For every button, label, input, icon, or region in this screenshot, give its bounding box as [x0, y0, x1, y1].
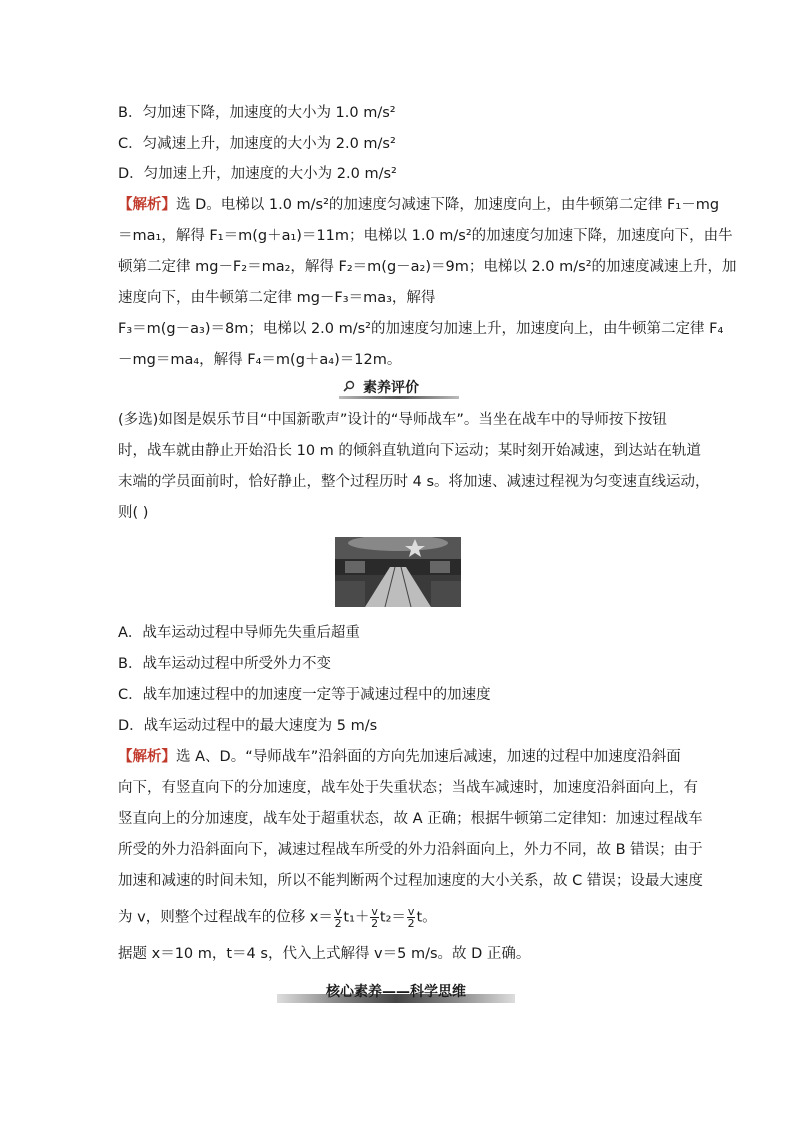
fraction-3-den: 2	[407, 917, 415, 930]
option-d: D．战车运动过程中的最大速度为 5 m/s	[118, 718, 378, 734]
option-a: A．战车运动过程中导师先失重后超重	[118, 625, 360, 641]
fraction-1-den: 2	[334, 917, 342, 930]
analysis-2-line-2: 向下，有竖直向下的分加速度，战车处于失重状态；当战车减速时，加速度沿斜面向上，有	[118, 780, 698, 796]
question-line-3: 末端的学员面前时，恰好静止，整个过程历时 4 s。将加速、减速过程视为匀变速直线运动，	[118, 474, 710, 490]
analysis-1-line-2: ＝ma₁，解得 F₁＝m(g＋a₁)＝11m；电梯以 1.0 m/s²的加速度匀加速下降，加速度向下，由牛	[118, 228, 733, 244]
section-heading	[339, 377, 459, 401]
fraction-2-num: v	[371, 905, 378, 918]
formula-term-2: t₂＝	[379, 909, 406, 926]
fraction-1-num: v	[334, 905, 342, 918]
stage-photo	[335, 537, 461, 607]
question-line-1: (多选)如图是娱乐节目“中国新歌声”设计的“导师战车”。当坐在战车中的导师按下按钮	[118, 412, 667, 428]
section-title: 素养评价	[363, 380, 419, 396]
fraction-2	[370, 906, 379, 929]
analysis-2-line-3: 竖直向上的分加速度，战车处于超重状态，故 A 正确；根据牛顿第二定律知：加速过程战车	[118, 811, 703, 827]
analysis-1-line-1	[118, 195, 719, 215]
formula-term-1: t₁＋	[343, 909, 370, 926]
fraction-3-num: v	[407, 905, 415, 918]
analysis-2-line-5: 加速和减速的时间未知，所以不能判断两个过程加速度的大小关系，故 C 错误；设最大速度	[118, 873, 703, 889]
analysis-2-line-7: 据题 x＝10 m，t＝4 s，代入上式解得 v＝5 m/s。故 D 正确。	[118, 946, 531, 962]
analysis-2-line-4: 所受的外力沿斜面向下，减速过程战车所受的外力沿斜面向上，外力不同，故 B 错误；由于	[118, 842, 703, 858]
analysis-2-line-6	[118, 906, 437, 929]
fraction-1	[334, 906, 343, 929]
analysis-1-line-4: 速度向下，由牛顿第二定律 mg－F₃＝ma₃，解得	[118, 290, 436, 306]
magnifier-icon	[343, 380, 355, 392]
footer-banner	[277, 981, 515, 1003]
analysis-tag: 【解析】	[118, 749, 176, 765]
analysis-1-text-1: 选 D。电梯以 1.0 m/s²的加速度匀减速下降，加速度向上，由牛顿第二定律 F₁－mg	[176, 197, 720, 213]
analysis-2-text-1: 选 A、D。“导师战车”沿斜面的方向先加速后减速，加速的过程中加速度沿斜面	[176, 749, 681, 765]
analysis-2-line-1	[118, 747, 681, 767]
option-d-prev: D．匀加速上升，加速度的大小为 2.0 m/s²	[118, 166, 397, 182]
option-c: C．战车加速过程中的加速度一定等于减速过程中的加速度	[118, 687, 491, 703]
footer-title: 核心素养——科学思维	[326, 984, 466, 1000]
fraction-3	[407, 906, 416, 929]
question-line-4: 则( )	[118, 505, 149, 521]
stage-photo-graphic	[335, 537, 461, 607]
formula-intro: 为 v，则整个过程战车的位移 x＝	[118, 909, 333, 926]
analysis-tag: 【解析】	[118, 197, 176, 213]
option-b-prev: B．匀加速下降，加速度的大小为 1.0 m/s²	[118, 105, 396, 121]
analysis-1-line-5: F₃＝m(g－a₃)＝8m；电梯以 2.0 m/s²的加速度匀加速上升，加速度向上，由牛顿第二定律 F₄	[118, 321, 724, 337]
analysis-1-line-3: 顿第二定律 mg－F₂＝ma₂，解得 F₂＝m(g－a₂)＝9m；电梯以 2.0 m/s²的加速度减速上升，加	[118, 259, 737, 275]
option-b: B．战车运动过程中所受外力不变	[118, 656, 331, 672]
question-line-2: 时，战车就由静止开始沿长 10 m 的倾斜直轨道向下运动；某时刻开始减速，到达站在轨道	[118, 443, 701, 459]
analysis-1-line-6: －mg＝ma₄，解得 F₄＝m(g＋a₄)＝12m。	[118, 352, 402, 368]
option-c-prev: C．匀减速上升，加速度的大小为 2.0 m/s²	[118, 136, 396, 152]
formula-term-3: t。	[416, 909, 437, 926]
fraction-2-den: 2	[371, 917, 379, 930]
